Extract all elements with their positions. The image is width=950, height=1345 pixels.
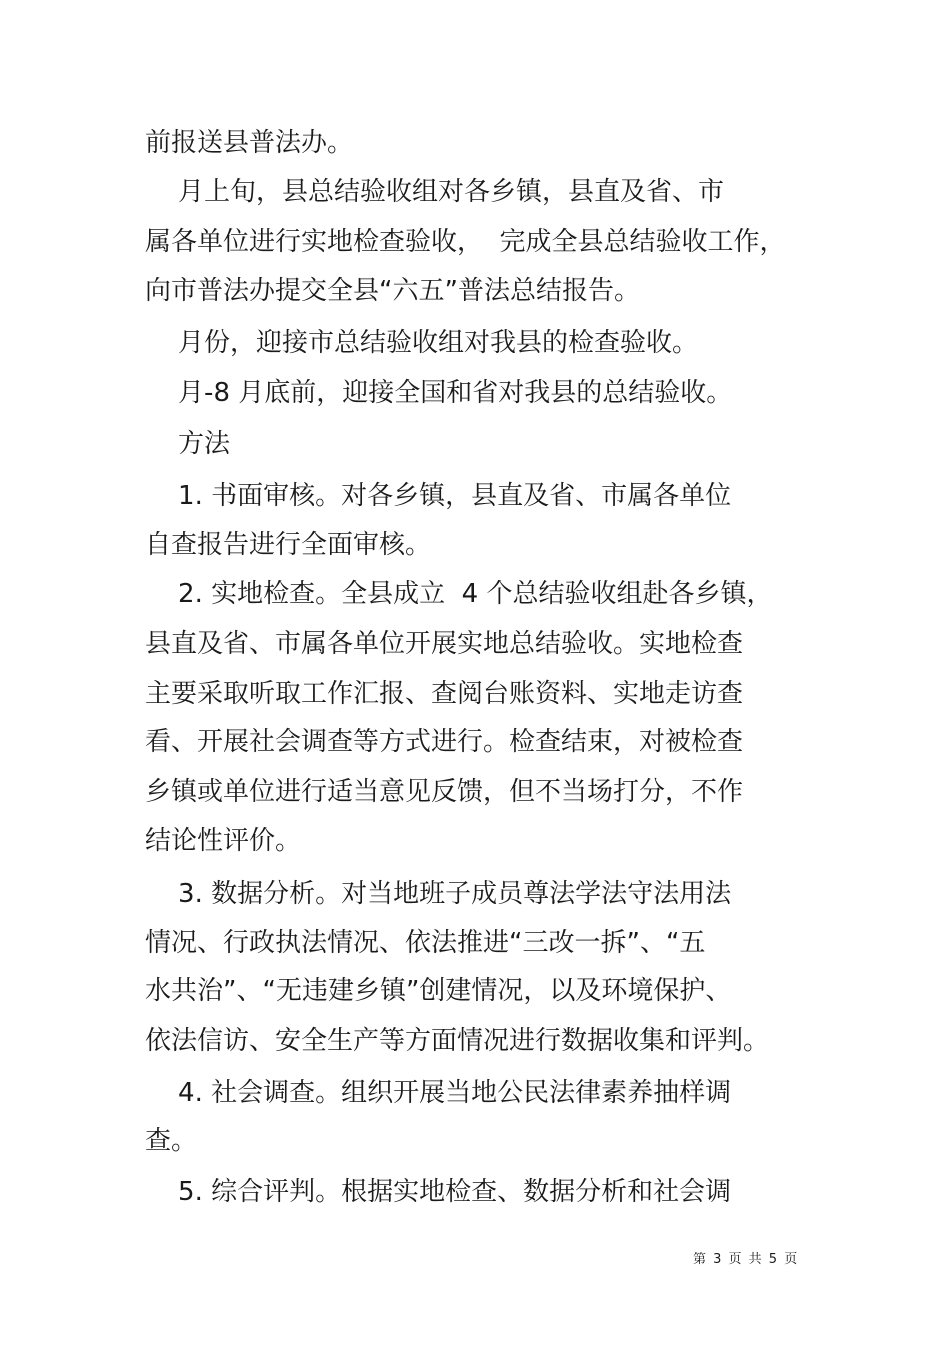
text-line: 主要采取听取工作汇报、查阅台账资料、实地走访查: [145, 679, 744, 709]
text-line: 情况、行政执法情况、依法推进“三改一拆”、“五: [145, 928, 706, 958]
text-line: 属各单位进行实地检查验收， 完成全县总结验收工作，: [145, 227, 786, 257]
text-line: 乡镇或单位进行适当意见反馈，但不当场打分，不作: [145, 777, 744, 807]
text-line: 3. 数据分析。对当地班子成员尊法学法守法用法: [145, 879, 732, 909]
text-line: 县直及省、市属各单位开展实地总结验收。实地检查: [145, 629, 744, 659]
text-line: 结论性评价。: [145, 826, 302, 856]
section-heading: 方法: [145, 429, 231, 459]
text-line: 月上旬，县总结验收组对各乡镇，县直及省、市: [145, 177, 725, 207]
text-line: 查。: [145, 1126, 198, 1156]
text-line: 水共治”、“无违建乡镇”创建情况，以及环境保护、: [145, 976, 732, 1006]
text-line: 4. 社会调查。组织开展当地公民法律素养抽样调: [145, 1078, 732, 1108]
text-line: 前报送县普法办。: [145, 128, 354, 158]
text-line: 1. 书面审核。对各乡镇，县直及省、市属各单位: [145, 481, 732, 511]
text-line: 看、开展社会调查等方式进行。检查结束，对被检查: [145, 727, 744, 757]
text-line: 月-8 月底前，迎接全国和省对我县的总结验收。: [145, 378, 733, 408]
page-number-footer: 第 3 页 共 5 页: [693, 1252, 798, 1267]
text-line: 5. 综合评判。根据实地检查、数据分析和社会调: [145, 1177, 732, 1207]
text-line: 依法信访、安全生产等方面情况进行数据收集和评判。: [145, 1026, 770, 1056]
text-line: 自查报告进行全面审核。: [145, 530, 432, 560]
text-line: 月份，迎接市总结验收组对我县的检查验收。: [145, 328, 699, 358]
text-line: 2. 实地检查。全县成立 4 个总结验收组赴各乡镇，: [145, 579, 773, 609]
text-line: 向市普法办提交全县“六五”普法总结报告。: [145, 276, 640, 306]
